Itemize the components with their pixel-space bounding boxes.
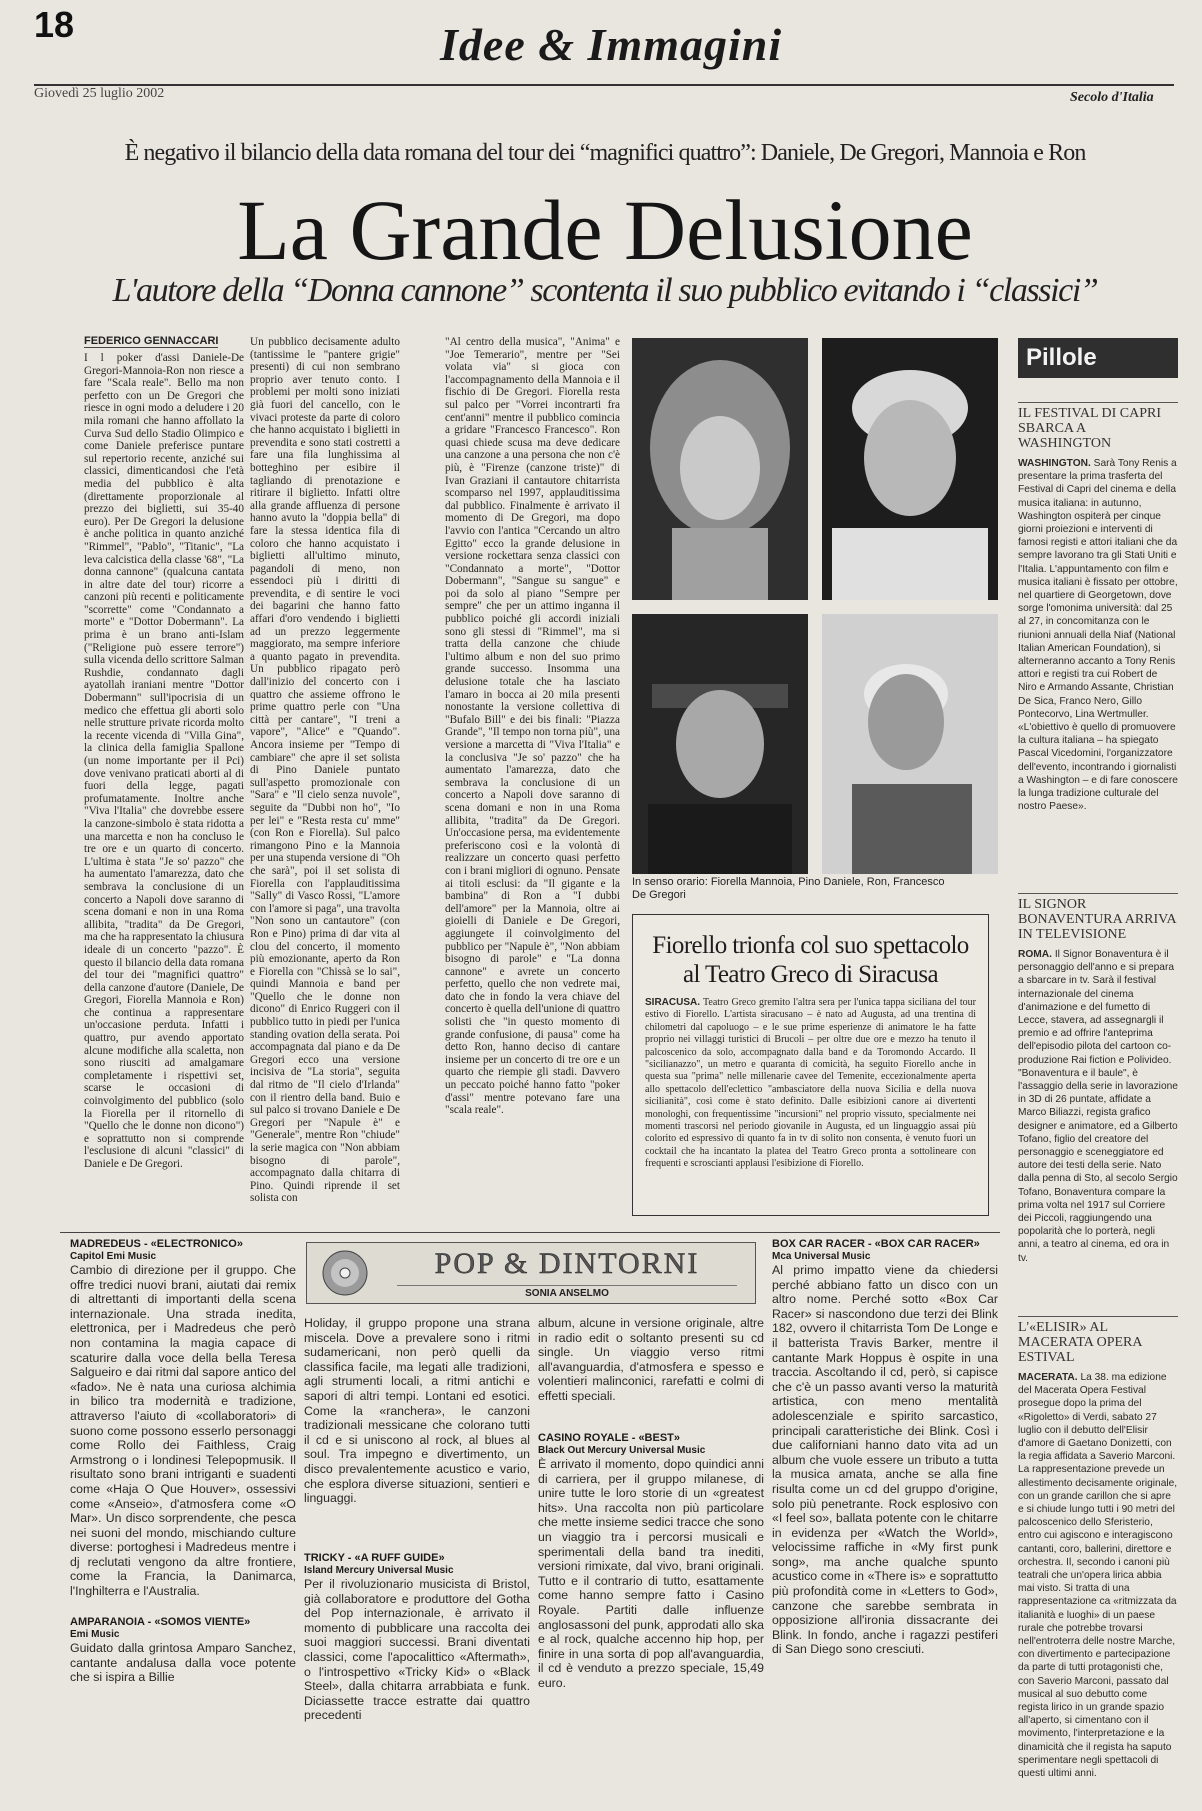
review-tricky-continued-body: album, alcune in versione originale, altre in radio edit o soltanto presenti su cd single. Un viaggio verso ritmi all'avanguardia, d'atmosfera e spesso e volentieri malinconici, rarefatti e colmi di effetti speciali. <box>538 1316 764 1403</box>
article-column-3: "Al centro della musica", "Anima" e "Joe Temerario", mentre per "Sei volata via" si gioca con l'accompagnamento della Mannoia e il fischio di De Gregori. Fiorella resta sul palco per "Vorrei incontrarti fra cent'anni" mentre il pubblico comincia a gridare "Francesco Francesco". Ron quasi chiede scusa ma deve dedicare una canzone a una persona che non c'è più, è "Firenze (canzone triste)" di Ivan Graziani il cantautore chitarrista scomparso nel 1997, applauditissima dal pubblico. Finalmente è arrivato il momento di De Gregori, ma dopo l'avvio con l'antica "Cercando un altro Egitto" ecco la grande delusione in versione rockettara senza classici con "Condannato a morte", "Dottor Dobermann", "Sangue su sangue" e poi da solo al piano "Sempre per sempre" che per un attimo inganna il pubblico poiché gli accordi iniziali sono gli stessi di "Rimmel", ma si tratta della canzone che chiude l'ultimo album e non del suo primo grande successo. Insomma una delusione totale che ha lasciato l'amaro in bocca ai 20 mila presenti nonostante la versione collettiva di "Bufalo Bill" e dei bis finali: "Piazza Grande", "Il tempo non torna più", una versione a marcetta di "Viva l'Italia" e la conclusiva "Je so' pazzo" che ha aumentato l'amarezza, dato che sembrava la conclusione di un concerto a Napoli dove saranno di scena domani e non in una Roma allibita, "tradita" da De Gregori. Un'occasione persa, ma evidentemente preferiscono così e la volontà di realizzare un concerto quasi perfetto con i brani migliori di ognuno. Pensate ai titoli esclusi: da "Il gigante e la bambina" di Ron a "I dubbi dell'amore" per la Mannoia, oltre ai gioielli di Daniele e De Gregori, aggiungete il coinvolgimento del pubblico per "Napule è", "Non abbiam bisogno di parole" e "La donna cannone" e avrete un concerto perfetto, quello che non vedrete mai, dato che in fondo la vera chiave del concerto è quella dell'unione di quattro solisti che "in questo momento di grande confusione, di pausa" come ha detto Ron, hanno deciso di cantare insieme per un concerto di tre ore e un quarto che riempie gli stadi. Davvero un peccato poiché hanno fatto "poker d'assi" mentre potevano fare una "scala reale". <box>445 336 620 1117</box>
review-tricky-body: Per il rivoluzionario musicista di Bristol, già collaboratore e produttore del Gotha del Pop internazionale, è arrivato il momento di pubblicare una raccolta dei suoi maggiori successi. Brani diventati classici, come l'apocalittico «Aftermath», o l'introspettivo «Tricky Kid» o «Black Steel», dalla chitarra arrabbiata e funk. Diciassette tracce estratte dai quattro precedenti <box>304 1577 530 1723</box>
review-madredeus-title: MADREDEUS - «ELECTRONICO» <box>70 1238 243 1250</box>
cd-icon <box>321 1249 369 1297</box>
pillola-1-dateline: WASHINGTON. <box>1018 458 1091 469</box>
page-number: 18 <box>34 4 75 45</box>
pillola-2-body: Il Signor Bonaventura è il personaggio dell'anno e si prepara a sbarcare in tv. Sarà il festival internazionale del cinema d'animazione e del fumetto di Lecce, stavera, ad assegnargli il premio e ad offrire l'anteprima dell'episodio pilota del cartoon co-produzione Rai fiction e Polivideo. "Bonaventura e il baule", è l'assaggio della serie in lavorazione in 3D di 26 puntate, affidate a Marco Biliazzi, regista grafico designer e animatore, ed a Gilberto Tofano, figlio del creatore del personaggio e sceneggiatore ed autore dei testi della serie. Nato dalla penna di Sto, al secolo Sergio Tofano, Bonaventura compare la prima volta nel 1917 sul Corriere dei Piccoli, raggiungendo una popolarità che lo porterà, negli anni, a teatro al cinema, ed ora in tv. <box>1018 949 1178 1264</box>
pillola-1 <box>1018 402 1178 877</box>
review-madredeus <box>70 1238 296 1615</box>
pillola-3-body: La 38. ma edizione del Macerata Opera Festival prosegue dopo la prima del «Rigoletto» di Verdi, sabato 27 luglio con il debutto dell'Elisir d'amore di Gaetano Donizetti, con la regia affidata a Saverio Marconi. La rappresentazione prevede un allestimento decisamente originale, con un grande carillon che si apre e si chiude lungo tutti i 90 metri del palcoscenico dello Sferisterio, entro cui agiscono e interagiscono cantanti, coro, ballerini, direttore e orchestra. Il, secondo i canoni più teatrali che un'opera lirica abbia mai visto. Si tratta di una rappresentazione ca «ritmizzata da italianità e luoghi» di un paese rurale che potrebbe trovarsi nell'entroterra delle nostre Marche, con divertimento e partecipazione da parte di tutti protagonisti che, con Saverio Marconi, passato dal musical al suo debutto come regista lirico in un grande spazio all'aperto, si cimentano con il movimento, l'interpretazione e la dinamicità che il regista ha saputo sperimentare negli spettacoli di questi ultimi anni. <box>1018 1372 1178 1780</box>
photo-ron <box>822 614 998 874</box>
masthead-date: Giovedì 25 luglio 2002 <box>34 86 165 101</box>
article-kicker: È negativo il bilancio della data romana del tour dei “magnifici quattro”: Daniele, De Gregori, Mannoia e Ron <box>124 140 1086 166</box>
section-title: Idee & Immagini <box>440 19 783 70</box>
pillola-3-dateline: MACERATA. <box>1018 1372 1078 1383</box>
review-amparanoia-body: Guidato dalla grintosa Amparo Sanchez, cantante andalusa dalla voce potente che si ispira a Billie <box>70 1641 296 1685</box>
photo-caption: In senso orario: Fiorella Mannoia, Pino Daniele, Ron, Francesco De Gregori <box>632 876 945 901</box>
pillola-2-title: IL SIGNOR BONAVENTURA ARRIVA IN TELEVISIONE <box>1018 893 1178 942</box>
review-casino-royale-label: Black Out Mercury Universal Music <box>538 1445 706 1456</box>
fiorello-dateline: SIRACUSA. <box>645 997 701 1008</box>
pillola-3 <box>1018 1316 1178 1811</box>
pillola-2 <box>1018 893 1178 1300</box>
review-box-car-racer <box>772 1238 998 1739</box>
review-madredeus-label: Capitol Emi Music <box>70 1251 157 1262</box>
review-amparanoia <box>70 1616 296 1685</box>
pillola-2-dateline: ROMA. <box>1018 949 1052 960</box>
photo-francesco-de-gregori <box>632 614 808 874</box>
review-tricky-title: TRICKY - «A RUFF GUIDE» <box>304 1552 445 1564</box>
fiorello-body: Teatro Greco gremito l'altra sera per l'unica tappa siciliana del tour estivo di Fiorello. L'artista siracusano – è nato ad Augusta, ad una trentina di chilometri dal capoluogo – e le sue prime esperienze di animatore le ha fatte proprio nei villaggi turistici di Brucoli – per oltre due ore e mezzo ha tenuto il palcoscenico da solo, accompagnato dalla band e da Toromondo Accardo. Il "sicilianazzo", un metro e quaranta di comicità, ha seguito Fiorello anche in questa sua "prima" nelle millenarie cavee del Temenite, eccezionalmente aperta allo spettacolo dell'eclettico "ambasciatore della nuova Sicilia e della nuova sicilianità", così come è stato definito. Dalle esibizioni canore ai divertenti monologhi, con frequentissime "incursioni" nel proprio vissuto, specialmente nei momenti trascorsi nel periodo giovanile in Augusta, ed un linguaggio assai più colorito ed espressivo di quanto fa in tv di solito non consenta, è venuto fuori un cocktail che ha incantato la platea del Teatro Greco pronta a sottolineare con frequenti e scroscianti applausi l'esibizione di Fiorello. <box>645 997 976 1170</box>
review-box-car-racer-title: BOX CAR RACER - «BOX CAR RACER» <box>772 1238 980 1250</box>
divider-bottom <box>60 1232 1000 1233</box>
byline: FEDERICO GENNACCARI <box>84 335 219 347</box>
masthead-rule <box>34 84 1174 86</box>
review-madredeus-body: Cambio di direzione per il gruppo. Che offre tredici nuovi brani, aiutati dai remix di altrettanti di importanti della scena internazionale. Una strada inedita, elettronica, per i Madredeus che però non contamina la magia capace di scaturire dalla voce della bella Teresa Salgueiro e dai ritmi dal sapore antico del «fado». Ne è nata una curiosa alchimia in bilico tra modernità e tradizione, attraverso l'aiuto di «collaboratori» di suono come possono esserlo personaggi come Rollo dei Faithless, Craig Armstrong o i londinesi Telepopmusik. Il risultato sono brani intriganti e suadenti come «Haja O Que Houver», ossessivi come «Anseio», d'atmosfera come «O Mar». Un disco sorprendente, che pesca nei suoni del mondo, mischiando culture diverse: portoghesi i Madredeus mentre i dj reclutati vengono da altre frontiere, come la Francia, la Danimarca, l'Inghilterra e l'Australia. <box>70 1263 296 1599</box>
article-column-1: I l poker d'assi Daniele-De Gregori-Mannoia-Ron non riesce a fare "Scala reale". Bello ma non perfetto con un De Gregori che riesce in ogni modo a deludere i 20 mila romani che hanno affollato la Curva Sud dello Stadio Olimpico e come Daniele preferisce puntare sul repertorio recente, anziché sui classici, dimenticandosi che l'età media del pubblico è alta (direttamente proporzionale al prezzo dei biglietti, sui 35-40 euro). Per De Gregori la delusione è anche politica in quanto anziché "Rimmel", "Pablo", "Titanic", "La leva calcistica della classe '68", "La donna cannone" (qualcuna cantata in altre date del tour) ricorre a canzoni più recenti e politicamente "scorrette" come "Condannato a morte" e "Dottor Dobermann". La prima è un brano anti-Islam ("Religione può essere terrore") sulla vicenda dello scrittore Salman Rushdie, condannato dagli ayatollah iraniani mentre "Dottor Dobermann" sull'ipocrisia di un medico che effettua gli aborti solo nelle strutture private ricorda molto la recente vicenda di "Villa Gina", la clinica della famiglia Spallone (un nome importante per il Pci) dove venivano praticati aborti al di fuori della legge, pagati profumatamente. Inoltre anche "Viva l'Italia" che dovrebbe essere la canzone-simbolo è stata ridotta a una marcetta e non ha concluso le tre ore e un quarto di concerto. L'ultima è stata "Je so' pazzo" che ha aumentato l'amarezza, dato che sembrava la conclusione di un concerto a Napoli dove saranno di scena domani e non in una Roma allibita, "tradita" da De Gregori, ma che ha rappresentato la chiusura ideale di un concerto "pazzo". È questo il bilancio della data romana del tour dei "magnifici quattro" della canzone d'autore (Daniele, De Gregori, Fiorella Mannoia e Ron) che continua a rappresentare un'occasione perduta. Infatti i quattro, pur avendo apportato alcune modifiche alla scaletta, non sono riusciti ad amalgamare completamente i rispettivi set, scarse le occasioni di coinvolgimento del pubblico (solo la Fiorella per il ritornello di "Quello che le donne non dicono") e soprattutto non si comprende l'esclusione di alcuni "classici" di Daniele e De Gregori. <box>84 352 244 1170</box>
newspaper-name: Secolo d'Italia <box>1070 90 1154 105</box>
pop-banner <box>306 1242 756 1304</box>
review-box-car-racer-label: Mca Universal Music <box>772 1251 871 1262</box>
review-amparanoia-title: AMPARANOIA - «SOMOS VIENTE» <box>70 1616 251 1628</box>
review-casino-royale <box>538 1432 764 1721</box>
photo-fiorella-mannoia <box>632 338 808 600</box>
review-amparanoia-continued <box>304 1316 530 1550</box>
review-casino-royale-body: È arrivato il momento, dopo quindici anni di carriera, per il gruppo milanese, di unire tutte le loro storie di un «greatest hits». Una raccolta non più particolare che mette insieme sedici tracce che sono un viaggio tra i percorsi musicali e sperimentali della band tra inediti, versioni rimixate, dal vivo, brani originali. Tutto e il contrario di tutto, esattamente come hanno sempre fatto i Casino Royale. Partiti dalle influenze anglosassoni del punk, approdati allo ska e al rock, qualche accenno hip hop, per finire in una sorta di pop all'avanguardia, il cd è venduto a prezzo speciale, 15,49 euro. <box>538 1457 764 1690</box>
review-tricky-continued <box>538 1316 764 1420</box>
review-amparanoia-continued-body: Holiday, il gruppo propone una strana miscela. Dove a prevalere sono i ritmi sudamericani, non però quelli da classifica facile, ma legati alle tradizioni, agli strumenti locali, a ritmi antichi e sapori di altri tempi. Lontani ed esotici. Come la «ranchera», le canzoni tradizionali messicane che colorano tutti il cd e si uniscono al rock, al blues al soul. Tra impegno e divertimento, un disco prevalentemente acustico e vario, che esplora diverse situazioni, sentieri e linguaggi. <box>304 1316 530 1506</box>
pillole-header: Pillole <box>1018 338 1178 378</box>
photo-pino-daniele <box>822 338 998 600</box>
pillola-3-title: L'«ELISIR» AL MACERATA OPERA ESTIVAL <box>1018 1316 1178 1365</box>
pillole-sidebar <box>1018 338 1178 1780</box>
pillola-1-body: Sarà Tony Renis a presentare la prima trasferta del Festival di Capri del cinema e della musica italiana: in autunno, Washington ospiterà per cinque giorni proiezioni e interventi di famosi registi e attori italiani che da sempre lavorano tra gli Stati Uniti e l'Italia. L'appuntamento con film e musica italiani è fissato per ottobre, nel quartiere di Georgetown, dove sorge l'omonima università: dal 25 al 27, in concomitanza con le riunioni annuali della Niaf (National Italian American Foundation), si alterneranno accanto a Tony Renis attori e registi tra cui Robert de Niro e Armando Assante, Christian De Sica, Franco Nero, Gillo Pontecorvo, Lina Wertmuller. «L'obiettivo è quello di promuovere la cultura italiana – ha spiegato Pascal Vicedomini, l'organizzatore dell'evento, incontrando i giornalisti a Washington – e di fare conoscere la lunga tradizione culturale del nostro Paese». <box>1018 458 1178 813</box>
review-box-car-racer-body: Al primo impatto viene da chiedersi perché abbiano fatto un disco con un altro nome. Perché sotto «Box Car Racer» si nascondono due terzi dei Blink 182, ovvero il chitarrista Tom De Longe e il batterista Travis Barker, mentre il cantante Mark Hoppus è ospite in una traccia. Ascoltando il cd, però, si capisce che c'è un passo avanti verso la maturità artistica, con meno mentalità adolescenziale e spirito sarcastico, principali caratteristiche dei Blink. Così i due californiani hanno dato vita ad un album che vuole essere un tributo a tutta la musica amata, anche se alla fine risulta come un cd del gruppo d'origine, solo più penetrante. Rock esplosivo con «I feel so», ballata potente con le chitarre in evidenza per «Watch the World», velocissime raffiche in «My first punk song», ma anche qualche spunto acustico come in «There is» e soprattutto più profondità come in «Letters to God», canzone che sarebbe sembrata in opposizione all'ironia dissacrante dei Blink. In fondo, anche i ragazzi pestiferi di San Diego sono cresciuti. <box>772 1263 998 1657</box>
pop-header: POP & DINTORNI <box>434 1247 700 1280</box>
fiorello-box <box>632 914 989 1216</box>
review-amparanoia-label: Emi Music <box>70 1629 120 1640</box>
article-subheadline: L'autore della “Donna cannone” scontenta il suo pubblico evitando i “classici” <box>112 272 1098 309</box>
review-casino-royale-title: CASINO ROYALE - «BEST» <box>538 1432 681 1444</box>
fiorello-title: Fiorello trionfa col suo spettacolo al Teatro Greco di Siracusa <box>652 932 969 988</box>
article-column-2: Un pubblico decisamente adulto (tantissime le "pantere grigie" presenti) di cui non sembrano proprio aver tenuto conto. I problemi per molti sono iniziati già fuori del cancello, con le vivaci proteste da parte di coloro che hanno acquistato i biglietti in prevendita e sono stati costretti a fare una fila lunghissima al botteghino per esibire il tagliando di prenotazione e ritirare il biglietto. Infatti oltre alla grande affluenza di persone hanno avuto la "doppia bella" di fare la stessa identica fila di coloro che hanno acquistato i biglietti all'ultimo minuto, pagandoli di meno, non essendoci più i diritti di prevendita, e di sentire le voci dei bagarini che hanno fatto affari d'oro vendendo i biglietti ad un prezzo leggermente maggiorato, ma sempre inferiore a quanto pagato in prevendita. Un pubblico ripagato però dall'inizio del concerto con i quattro che assieme offrono le prime quattro perle con "Una città per cantare", "I treni a vapore", "Alice" e "Quando". Ancora insieme per "Tempo di cambiare" che apre il set solista di Pino Daniele puntato sull'aspetto promozionale con "Sara" e "Il cielo senza nuvole", seguite da "Dubbi non ho", "Io per lei" e "Resta resta cu' mme" (con Ron e Fiorella). Sul palco rimangono Pino e la Mannoia per una stupenda versione di "Oh che sarà", poi il set solista di Fiorella con l'applauditissima "Sally" di Vasco Rossi, "L'amore con l'amore si paga", una travolta "Non sono un cantautore" (con Ron e Pino) prima di dar vita al clou del concerto, il momento più emozionante, aperto da Ron e Fiorella con "Chissà se lo sai", quindi Mannoia e band per "Quello che le donne non dicono" di Enrico Ruggeri con il pubblico tutto in piedi per l'unica standing ovation della serata. Poi accompagnata dal piano e da De Gregori ecco una versione incisiva de "La storia", seguita dal ritmo de "Il cielo d'Irlanda" con il rientro della band. Buio e sul palco si trovano Daniele e De Gregori per "Napule è" e "Generale", mentre Ron "chiude" la serie magica con "Non abbiam bisogno di parole", accompagnato dalla chitarra di Pino. Quindi riprende il set solista con <box>250 336 400 1205</box>
article-headline: La Grande Delusione <box>237 182 973 278</box>
pop-author: SONIA ANSELMO <box>397 1285 737 1299</box>
review-tricky <box>304 1552 530 1741</box>
pillola-1-title: IL FESTIVAL DI CAPRI SBARCA A WASHINGTON <box>1018 402 1178 451</box>
review-tricky-label: Island Mercury Universal Music <box>304 1565 454 1576</box>
